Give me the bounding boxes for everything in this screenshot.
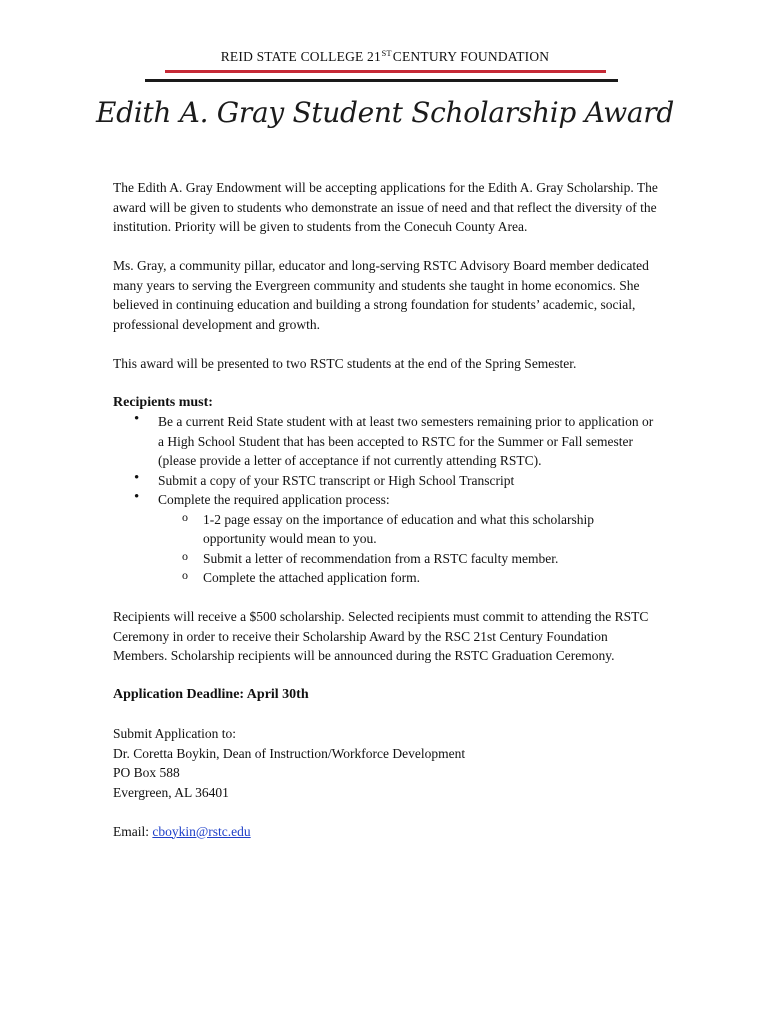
list-item: • Submit a copy of your RSTC transcript or High School Transcript <box>158 471 658 491</box>
header-rule-black <box>145 79 618 82</box>
presented-paragraph: This award will be presented to two RSTC students at the end of the Spring Semester. <box>113 355 577 371</box>
list-item: o Complete the attached application form. <box>203 568 658 588</box>
submit-po-box: PO Box 588 <box>113 765 180 780</box>
submit-city: Evergreen, AL 36401 <box>113 784 229 800</box>
deadline-heading: Application Deadline: April 30th <box>113 687 309 702</box>
list-item-label: Complete the required application process: <box>158 492 390 507</box>
document-header <box>0 48 770 65</box>
header-rule-red <box>165 70 606 73</box>
intro-paragraph: The Edith A. Gray Endowment will be accepting applications for the Edith A. Gray Scholarship. The award will be given to students who demonstrate an issue of need and that reflect the diversity of the institution. Priority will be given to students from the Conecuh County Area. <box>113 180 658 234</box>
email-link[interactable]: cboykin@rstc.edu <box>152 823 251 839</box>
recipients-heading: Recipients must: <box>113 394 213 410</box>
award-paragraph: Recipients will receive a $500 scholarship. Selected recipients must commit to attending the RSTC Ceremony in order to receive their Scholarship Award by the RSC 21st Century Foundation Members. Scholarship recipients will be announced during the RSTC Graduation Ceremony. <box>113 609 649 663</box>
list-item: • Be a current Reid State student with at least two semesters remaining prior to application or a High School Student that has been accepted to RSTC for the Summer or Fall semester (please provide a letter of acceptance if not currently attending RSTC). <box>158 412 658 471</box>
list-item <box>158 490 658 588</box>
email-label: Email: <box>113 823 149 839</box>
header-org-suffix: CENTURY FOUNDATION <box>392 49 550 64</box>
header-superscript: ST <box>381 48 392 58</box>
page-title: Edith A. Gray Student Scholarship Award <box>95 96 675 129</box>
application-process-list <box>158 510 658 588</box>
about-paragraph: Ms. Gray, a community pillar, educator and long-serving RSTC Advisory Board member dedicated many years to serving the Evergreen community and students she taught in home economics. She believed in continuing education and building a strong foundation for students’ academic, social, professional development and growth. <box>113 258 649 332</box>
email-line <box>113 822 658 842</box>
list-item: o Submit a letter of recommendation from a RSTC faculty member. <box>203 549 658 569</box>
submit-contact-name: Dr. Coretta Boykin, Dean of Instruction/Workforce Development <box>113 745 466 761</box>
submit-label: Submit Application to: <box>113 726 237 741</box>
recipients-list <box>113 412 658 588</box>
list-item: o 1-2 page essay on the importance of education and what this scholarship opportunity would mean to you. <box>203 510 658 549</box>
document-body <box>113 178 658 841</box>
header-org-prefix: REID STATE COLLEGE 21 <box>220 49 381 64</box>
